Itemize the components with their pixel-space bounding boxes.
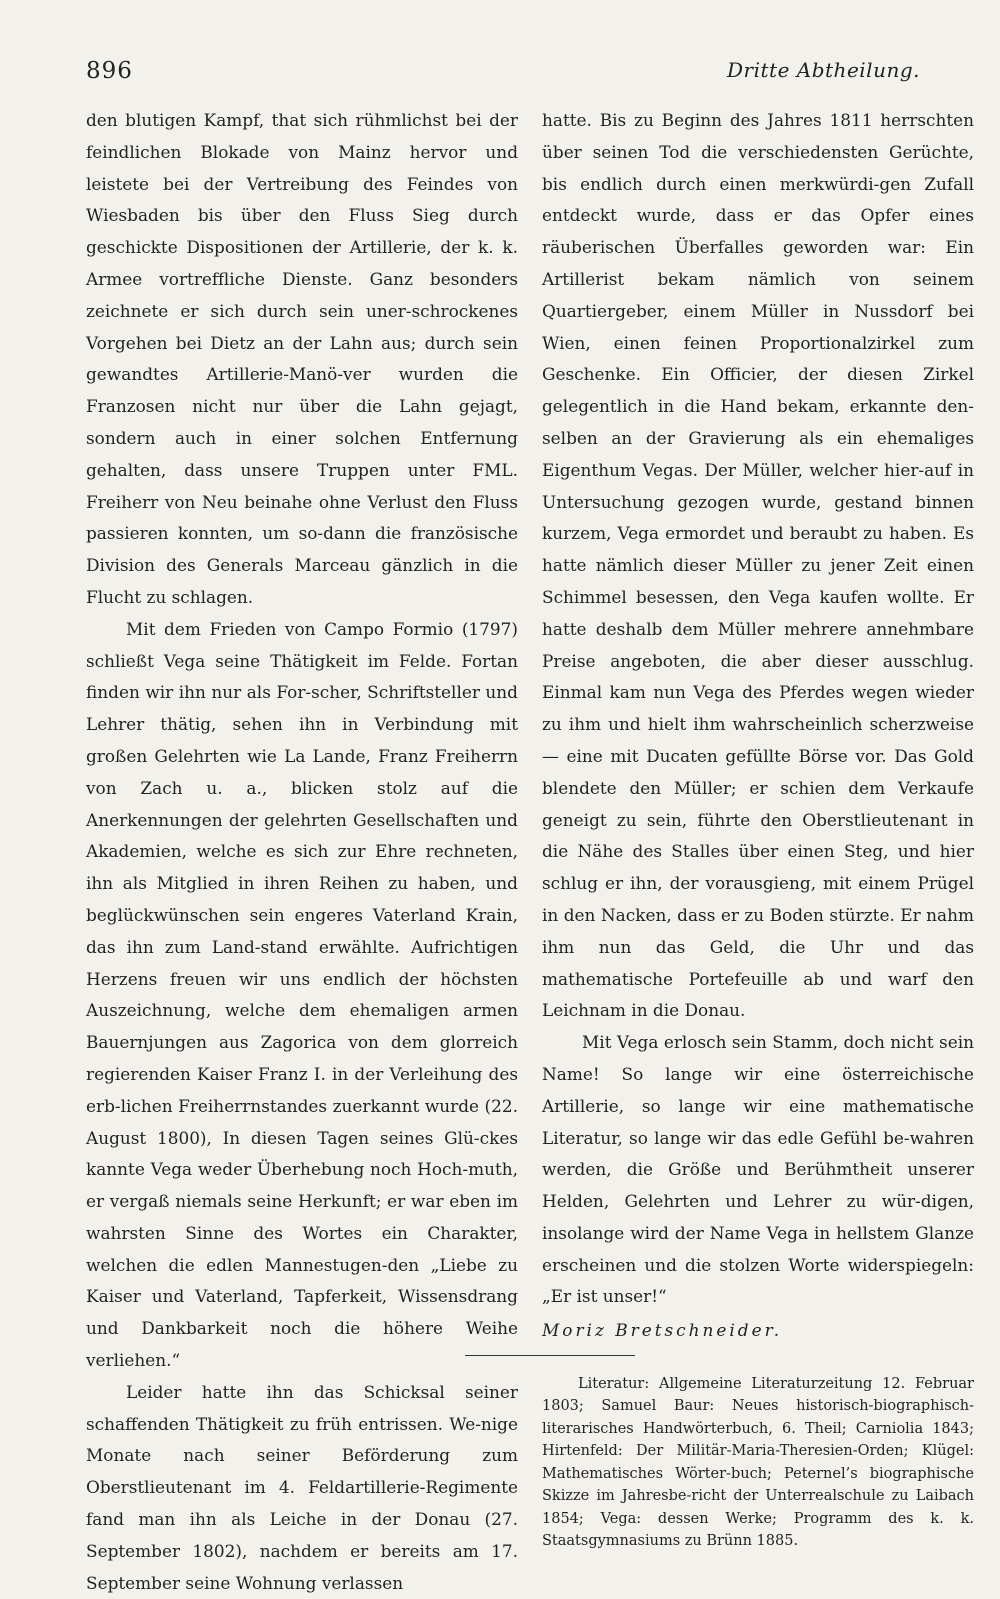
running-head: Dritte Abtheilung.: [727, 58, 920, 82]
right-column: [542, 105, 974, 1552]
author-signature: Moriz Bretschneider.: [542, 1320, 783, 1341]
end-rule: [465, 1355, 635, 1356]
left-column: [86, 105, 518, 1599]
paragraph: hatte. Bis zu Beginn des Jahres 1811 herrschten über seinen Tod die verschiedensten Gerüchte, bis endlich durch einen merkwürdi-gen Zufall entdeckt wurde, dass er das Opfer eines räuberischen Überfalles geworden war: Ein Artillerist bekam nämlich von seinem Quartiergeber, einem Müller in Nussdorf bei Wien, einen feinen Proportionalzirkel zum Geschenke. Ein Officier, der diesen Zirkel gelegentlich in die Hand bekam, erkannte den-selben an der Gravierung als ein ehemaliges Eigenthum Vegas. Der Müller, welcher hier-auf in Untersuchung gezogen wurde, gestand binnen kurzem, Vega ermordet und beraubt zu haben. Es hatte nämlich dieser Müller zu jener Zeit einen Schimmel besessen, den Vega kaufen wollte. Er hatte deshalb dem Müller mehrere annehmbare Preise angeboten, die aber dieser ausschlug. Einmal kam nun Vega des Pferdes wegen wieder zu ihm und hielt ihm wahrscheinlich scherzweise — eine mit Ducaten gefüllte Börse vor. Das Gold blendete den Müller; er schien dem Verkaufe geneigt zu sein, führte den Oberstlieutenant in die Nähe des Stalles über einen Steg, und hier schlug er ihn, der vorausgieng, mit einem Prügel in den Nacken, dass er zu Boden stürzte. Er nahm ihm nun das Geld, die Uhr und das mathematische Portefeuille ab und warf den Leichnam in die Donau.: [542, 110, 974, 1021]
paragraph: Mit dem Frieden von Campo Formio (1797) schließt Vega seine Thätigkeit im Felde. Fortan finden wir ihn nur als For-scher, Schriftsteller und Lehrer thätig, sehen ihn in Verbindung mit großen Gelehrten wie La Lande, Franz Freiherrn von Zach u. a., blicken stolz auf die Anerkennungen der gelehrten Gesellschaften und Akademien, welche es sich zur Ehre rechneten, ihn als Mitglied in ihren Reihen zu haben, und beglückwünschen sein engeres Vaterland Krain, das ihn zum Land-stand erwählte. Aufrichtigen Herzens freuen wir uns endlich der höchsten Auszeichnung, welche dem ehemaligen armen Bauernjungen aus Zagorica von dem glorreich regierenden Kaiser Franz I. in der Verleihung des erb-lichen Freiherrnstandes zuerkannt wurde (22. August 1800), In diesen Tagen seines Glü-ckes kannte Vega weder Überhebung noch Hoch-muth, er vergaß niemals seine Herkunft; er war eben im wahrsten Sinne des Wortes ein Charakter, welchen die edlen Mannestugen-den „Liebe zu Kaiser und Vaterland, Tapferkeit, Wissensdrang und Dankbarkeit noch die höhere Weihe verliehen.“: [86, 618, 518, 1371]
page-header: [86, 52, 920, 92]
paragraph: Leider hatte ihn das Schicksal seiner schaffenden Thätigkeit zu früh entrissen. We-nige Monate nach seiner Beförderung zum Oberstlieutenant im 4. Feldartillerie-Regimente fand man ihn als Leiche in der Donau (27. September 1802), nachdem er bereits am 17. September seine Wohnung verlassen: [86, 1381, 518, 1593]
literature-note: Literatur: Allgemeine Literaturzeitung 12. Februar 1803; Samuel Baur: Neues historisch-biographisch-literarisches Handwörterbuch, 6. Theil; Carniolia 1843; Hirtenfeld: Der Militär-Maria-Theresien-Orden; Klügel: Mathematisches Wörter-buch; Peternel’s biographische Skizze im Jahresbe-richt der Unterrealschule zu Laibach 1854; Vega: dessen Werke; Programm des k. k. Staatsgymnasiums zu Brünn 1885.: [542, 1376, 974, 1549]
paragraph: den blutigen Kampf, that sich rühmlichst bei der feindlichen Blokade von Mainz hervor und leistete bei der Vertreibung des Feindes von Wiesbaden bis über den Fluss Sieg durch geschickte Dispositionen der Artillerie, der k. k. Armee vortreffliche Dienste. Ganz besonders zeichnete er sich durch sein uner-schrockenes Vorgehen bei Dietz an der Lahn aus; durch sein gewandtes Artillerie-Manö-ver wurden die Franzosen nicht nur über die Lahn gejagt, sondern auch in einer solchen Entfernung gehalten, dass unsere Truppen unter FML. Freiherr von Neu beinahe ohne Verlust den Fluss passieren konnten, um so-dann die französische Division des Generals Marceau gänzlich in die Flucht zu schlagen.: [86, 110, 518, 607]
paragraph: Mit Vega erlosch sein Stamm, doch nicht sein Name! So lange wir eine österreichische Artillerie, so lange wir eine mathematische Literatur, so lange wir das edle Gefühl be-wahren werden, die Größe und Berühmtheit unserer Helden, Gelehrten und Lehrer zu wür-digen, insolange wird der Name Vega in hellstem Glanze erscheinen und die stolzen Worte widerspiegeln: „Er ist unser!“: [542, 1032, 974, 1307]
page-number: 896: [86, 58, 133, 84]
